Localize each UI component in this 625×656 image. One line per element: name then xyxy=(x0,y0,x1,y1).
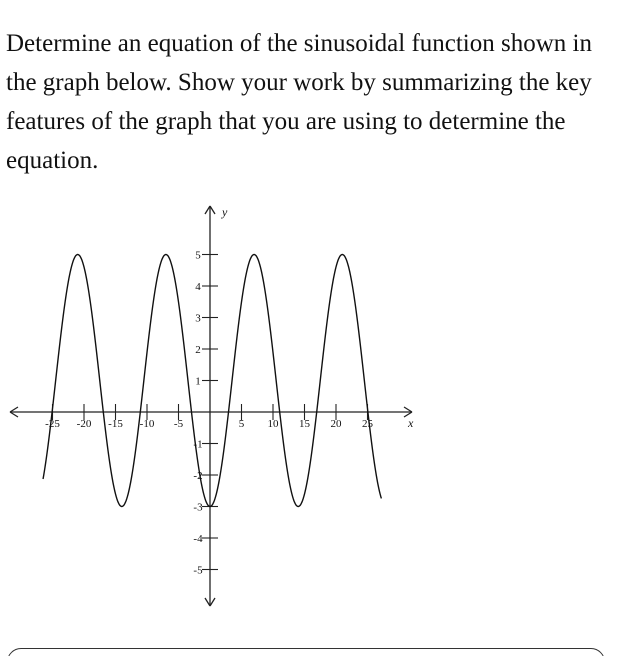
y-tick-label: -4 xyxy=(193,533,203,545)
answer-input-box[interactable] xyxy=(7,648,605,656)
y-tick-label: 2 xyxy=(195,344,201,356)
y-tick-label: 3 xyxy=(195,312,201,325)
y-axis-label: y xyxy=(222,205,228,219)
sinusoid-graph xyxy=(0,190,440,620)
x-tick-label: 25 xyxy=(362,418,373,430)
y-tick-label: -5 xyxy=(193,564,203,577)
x-tick-label: 20 xyxy=(330,418,342,430)
x-tick-label: -5 xyxy=(173,418,184,430)
x-tick-label: 15 xyxy=(299,418,310,430)
question-text: Determine an equation of the sinusoidal function shown in the graph below. Show your work by summarizing the key features of the graph that you are using to determine the equation. xyxy=(6,30,592,174)
y-tick-label: -2 xyxy=(193,470,203,482)
x-tick-label: -10 xyxy=(139,418,155,430)
axes xyxy=(10,206,412,606)
x-tick-label: -25 xyxy=(45,418,60,430)
x-tick-label: -20 xyxy=(76,418,92,430)
y-tick-label: 5 xyxy=(195,249,201,262)
y-tick-label: 1 xyxy=(195,375,201,388)
y-tick-label: -1 xyxy=(193,438,203,451)
tick-labels xyxy=(45,250,373,577)
x-tick-label: -15 xyxy=(108,418,123,430)
x-tick-label: 5 xyxy=(238,418,245,430)
x-tick-label: 10 xyxy=(267,418,279,430)
x-axis-label: x xyxy=(408,416,414,430)
y-tick-label: -3 xyxy=(193,501,203,514)
y-tick-label: 4 xyxy=(195,281,201,293)
